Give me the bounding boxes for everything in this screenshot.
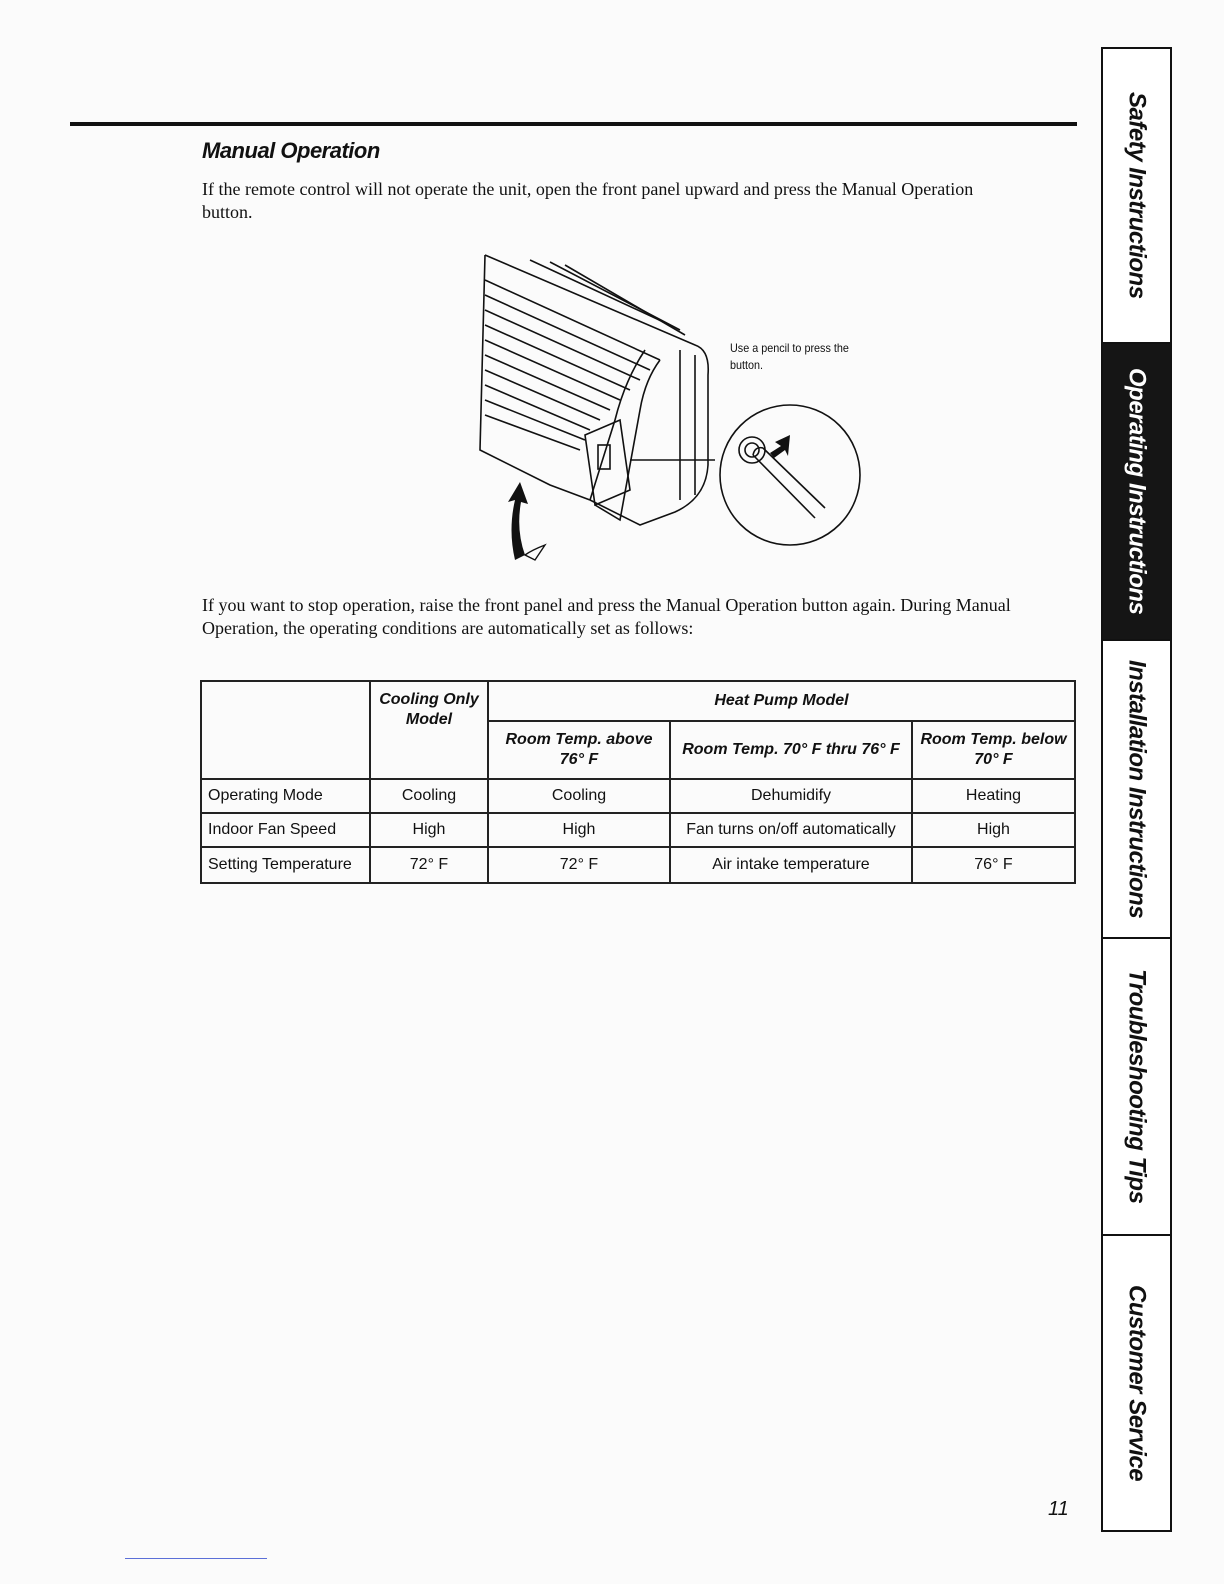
cell-between: Dehumidify [670, 779, 912, 813]
cell-cooling-only: Cooling [370, 779, 488, 813]
tab-customer-service[interactable]: Customer Service [1123, 1284, 1151, 1482]
intro-paragraph: If the remote control will not operate the unit, open the front panel upward and press the Manual Operation button. [202, 179, 974, 222]
figure-callout: Use a pencil to press the button. [730, 341, 849, 372]
page-number: 11 [1048, 1498, 1069, 1520]
section-title: Manual Operation [202, 138, 380, 163]
header-heat-pump: Heat Pump Model [488, 681, 1075, 721]
stop-paragraph: If you want to stop operation, raise the front panel and press the Manual Operation button again. During Manual Operation, the operating conditions are automatically set as follows: [202, 595, 1011, 638]
cell-cooling-only: 72° F [370, 847, 488, 883]
table-row [201, 847, 1075, 883]
cell-above: 72° F [488, 847, 670, 883]
manual-operation-table [200, 680, 1076, 884]
header-temp-between: Room Temp. 70° F thru 76° F [670, 721, 912, 779]
cell-above: High [488, 813, 670, 847]
section-rule [70, 122, 1077, 126]
cell-below: Heating [912, 779, 1075, 813]
table-row [201, 779, 1075, 813]
cell-below: High [912, 813, 1075, 847]
section-sidebar [1101, 47, 1172, 1532]
row-label: Indoor Fan Speed [201, 813, 370, 847]
tab-installation-instructions[interactable]: Installation Instructions [1103, 641, 1170, 939]
cell-cooling-only: High [370, 813, 488, 847]
footer-line [125, 1558, 267, 1559]
unit-illustration [470, 250, 890, 570]
empty-corner-cell [201, 681, 370, 779]
row-label: Operating Mode [201, 779, 370, 813]
header-temp-above: Room Temp. above 76° F [488, 721, 670, 779]
header-temp-below: Room Temp. below 70° F [912, 721, 1075, 779]
table-row [201, 813, 1075, 847]
cell-below: 76° F [912, 847, 1075, 883]
row-label: Setting Temperature [201, 847, 370, 883]
tab-troubleshooting-tips[interactable]: Troubleshooting Tips [1103, 939, 1170, 1236]
cell-between: Fan turns on/off automatically [670, 813, 912, 847]
cell-above: Cooling [488, 779, 670, 813]
cell-between: Air intake temperature [670, 847, 912, 883]
tab-operating-instructions[interactable]: Operating Instructions [1103, 344, 1170, 641]
header-cooling-only: Cooling Only Model [370, 681, 488, 779]
tab-safety-instructions[interactable]: Safety Instructions [1103, 49, 1170, 344]
